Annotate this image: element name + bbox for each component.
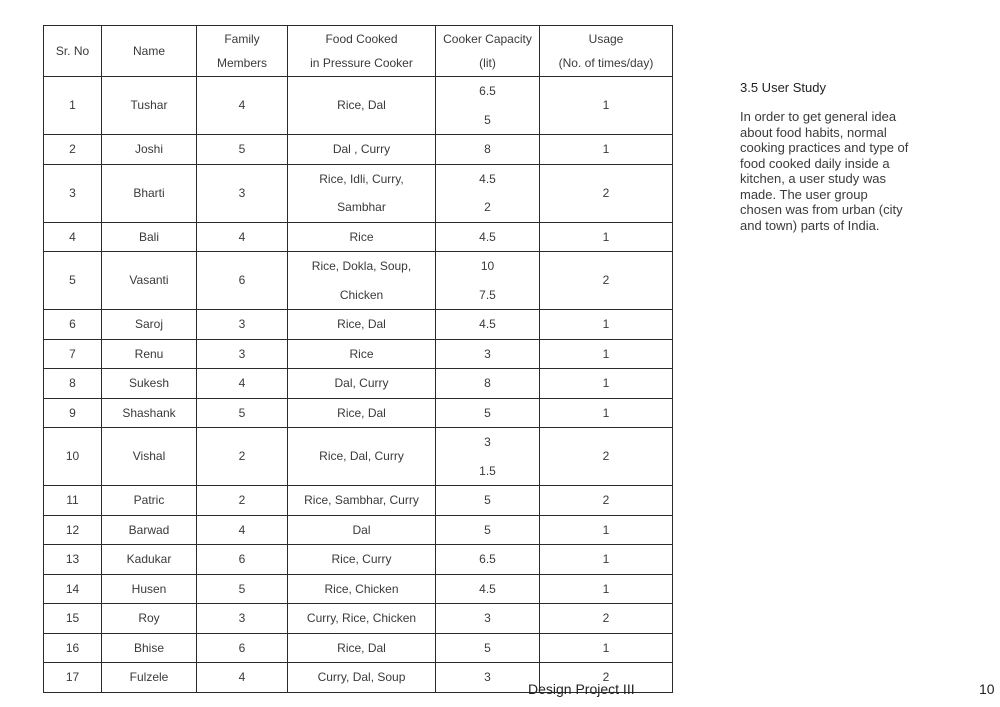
- sr-no-cell: 1: [44, 77, 102, 135]
- food-cooked-cell: [288, 574, 436, 604]
- name-cell: Fulzele: [102, 663, 197, 693]
- food-cooked-cell-line: Rice, Idli, Curry,: [319, 171, 404, 186]
- family-members-cell: 4: [197, 77, 288, 135]
- table-row: [44, 604, 673, 634]
- cooker-capacity-cell-line: 4.5: [479, 229, 496, 244]
- table-row: [44, 135, 673, 165]
- table-row: [44, 222, 673, 252]
- food-cooked-cell: [288, 164, 436, 222]
- cooker-capacity-cell-line: 3: [484, 611, 491, 625]
- cooker-capacity-cell-line: 6.5: [479, 84, 496, 98]
- sr-no-cell: 4: [44, 222, 102, 252]
- name-cell: Kadukar: [102, 545, 197, 575]
- cooker-capacity-cell: [436, 515, 540, 545]
- food-cooked-cell: [288, 339, 436, 369]
- food-cooked-cell: [288, 310, 436, 340]
- table-header: [44, 26, 673, 77]
- column-header: [436, 26, 540, 77]
- cooker-capacity-cell-line: 4.5: [479, 581, 496, 596]
- sr-no-cell: 15: [44, 604, 102, 634]
- column-header: [288, 26, 436, 77]
- food-cooked-cell-line: Rice, Sambhar, Curry: [304, 493, 419, 507]
- sr-no-cell: 8: [44, 369, 102, 399]
- food-cooked-cell-line: Dal, Curry: [334, 376, 389, 390]
- family-members-cell: 6: [197, 252, 288, 310]
- food-cooked-cell-line: Sambhar: [337, 200, 386, 214]
- food-cooked-cell-line: Chicken: [339, 287, 384, 302]
- usage-cell: 1: [540, 135, 673, 165]
- sr-no-cell: 5: [44, 252, 102, 310]
- name-cell: Shashank: [102, 398, 197, 428]
- food-cooked-cell: [288, 663, 436, 693]
- sr-no-cell: 17: [44, 663, 102, 693]
- family-members-cell: 3: [197, 604, 288, 634]
- food-cooked-cell: [288, 545, 436, 575]
- column-header-line: Members: [216, 56, 267, 70]
- usage-cell: 2: [540, 663, 673, 693]
- header-row: [44, 26, 673, 77]
- food-cooked-cell: [288, 398, 436, 428]
- table-row: [44, 310, 673, 340]
- food-cooked-cell: [288, 515, 436, 545]
- name-cell: Roy: [102, 604, 197, 634]
- cooker-capacity-cell: [436, 486, 540, 516]
- usage-cell: 2: [540, 252, 673, 310]
- cooker-capacity-cell-line: 8: [484, 376, 491, 390]
- sr-no-cell: 9: [44, 398, 102, 428]
- cooker-capacity-cell: [436, 633, 540, 663]
- cooker-capacity-cell: [436, 398, 540, 428]
- cooker-capacity-cell: [436, 164, 540, 222]
- usage-cell: 1: [540, 339, 673, 369]
- family-members-cell: 6: [197, 545, 288, 575]
- sr-no-cell: 11: [44, 486, 102, 516]
- family-members-cell: 4: [197, 369, 288, 399]
- food-cooked-cell-line: Curry, Rice, Chicken: [306, 611, 417, 625]
- table-row: [44, 398, 673, 428]
- column-header: Sr. No: [44, 26, 102, 77]
- table-body: [44, 77, 673, 693]
- usage-cell: 1: [540, 369, 673, 399]
- cooker-capacity-cell: [436, 604, 540, 634]
- cooker-capacity-cell: [436, 310, 540, 340]
- cooker-capacity-cell-line: 3: [484, 670, 491, 684]
- name-cell: Sukesh: [102, 369, 197, 399]
- food-cooked-cell-line: Rice: [349, 346, 374, 361]
- cooker-capacity-cell: [436, 545, 540, 575]
- food-cooked-cell-line: Dal: [352, 522, 371, 537]
- food-cooked-cell: [288, 633, 436, 663]
- sr-no-cell: 10: [44, 428, 102, 486]
- family-members-cell: 5: [197, 574, 288, 604]
- cooker-capacity-cell-line: 2: [484, 200, 491, 214]
- column-header-line: Family: [224, 32, 260, 46]
- column-header: Name: [102, 26, 197, 77]
- column-header: [197, 26, 288, 77]
- cooker-capacity-cell-line: 3: [484, 346, 491, 361]
- table-row: [44, 164, 673, 222]
- usage-cell: 1: [540, 398, 673, 428]
- family-members-cell: 3: [197, 310, 288, 340]
- sr-no-cell: 3: [44, 164, 102, 222]
- column-header-line: Cooker Capacity: [443, 32, 532, 46]
- usage-cell: 1: [540, 574, 673, 604]
- column-header-line: Food Cooked: [325, 32, 398, 46]
- cooker-capacity-cell-line: 10: [480, 259, 495, 273]
- food-cooked-cell-line: Rice, Dal: [337, 317, 386, 331]
- usage-cell: 1: [540, 310, 673, 340]
- name-cell: Bharti: [102, 164, 197, 222]
- name-cell: Bhise: [102, 633, 197, 663]
- food-cooked-cell: [288, 135, 436, 165]
- food-cooked-cell-line: Rice, Dokla, Soup,: [311, 259, 412, 273]
- usage-cell: 1: [540, 545, 673, 575]
- family-members-cell: 4: [197, 515, 288, 545]
- name-cell: Renu: [102, 339, 197, 369]
- sr-no-cell: 13: [44, 545, 102, 575]
- cooker-capacity-cell: [436, 663, 540, 693]
- sr-no-cell: 2: [44, 135, 102, 165]
- name-cell: Barwad: [102, 515, 197, 545]
- family-members-cell: 2: [197, 428, 288, 486]
- name-cell: Bali: [102, 222, 197, 252]
- cooker-capacity-cell: [436, 428, 540, 486]
- cooker-capacity-cell-line: 5: [484, 112, 491, 127]
- food-cooked-cell-line: Rice, Dal: [337, 640, 386, 655]
- family-members-cell: 6: [197, 633, 288, 663]
- food-cooked-cell: [288, 428, 436, 486]
- column-header: [540, 26, 673, 77]
- cooker-capacity-cell-line: 5: [484, 493, 491, 507]
- family-members-cell: 4: [197, 663, 288, 693]
- page-number: 10: [979, 681, 995, 697]
- usage-cell: 2: [540, 486, 673, 516]
- family-members-cell: 4: [197, 222, 288, 252]
- name-cell: Patric: [102, 486, 197, 516]
- cooker-capacity-cell-line: 5: [484, 405, 491, 420]
- family-members-cell: 3: [197, 339, 288, 369]
- cooker-capacity-cell-line: 8: [484, 142, 491, 156]
- usage-cell: 1: [540, 633, 673, 663]
- sr-no-cell: 6: [44, 310, 102, 340]
- table-row: [44, 515, 673, 545]
- usage-cell: 2: [540, 164, 673, 222]
- food-cooked-cell: [288, 486, 436, 516]
- table-row: [44, 369, 673, 399]
- food-cooked-cell-line: Rice, Chicken: [324, 581, 399, 596]
- food-cooked-cell-line: Rice, Dal: [337, 405, 386, 420]
- user-study-table: [43, 25, 673, 693]
- sr-no-cell: 16: [44, 633, 102, 663]
- family-members-cell: 3: [197, 164, 288, 222]
- name-cell: Vishal: [102, 428, 197, 486]
- usage-cell: 2: [540, 604, 673, 634]
- table-row: [44, 574, 673, 604]
- section-body: In order to get general idea about food habits, normal cooking practices and type of food cooked daily inside a kitchen, a user study was made. The user group chosen was from urban (city and town) parts of India.: [740, 109, 909, 233]
- usage-cell: 1: [540, 515, 673, 545]
- cooker-capacity-cell-line: 7.5: [479, 287, 496, 302]
- food-cooked-cell: [288, 252, 436, 310]
- name-cell: Tushar: [102, 77, 197, 135]
- family-members-cell: 5: [197, 135, 288, 165]
- cooker-capacity-cell: [436, 222, 540, 252]
- table-row: [44, 252, 673, 310]
- table-row: [44, 428, 673, 486]
- food-cooked-cell: [288, 369, 436, 399]
- usage-cell: 2: [540, 428, 673, 486]
- table-row: [44, 77, 673, 135]
- food-cooked-cell-line: Dal , Curry: [332, 142, 391, 156]
- sr-no-cell: 7: [44, 339, 102, 369]
- name-cell: Joshi: [102, 135, 197, 165]
- table-row: [44, 633, 673, 663]
- cooker-capacity-cell: [436, 574, 540, 604]
- cooker-capacity-cell-line: 4.5: [479, 171, 496, 186]
- food-cooked-cell-line: Curry, Dal, Soup: [317, 670, 406, 684]
- name-cell: Husen: [102, 574, 197, 604]
- cooker-capacity-cell: [436, 135, 540, 165]
- cooker-capacity-cell-line: 1.5: [479, 463, 496, 478]
- food-cooked-cell: [288, 604, 436, 634]
- food-cooked-cell-line: Rice, Curry: [331, 552, 392, 566]
- user-study-section: [740, 80, 910, 233]
- family-members-cell: 2: [197, 486, 288, 516]
- food-cooked-cell-line: Rice: [349, 229, 374, 244]
- table-row: [44, 339, 673, 369]
- sr-no-cell: 14: [44, 574, 102, 604]
- cooker-capacity-cell: [436, 77, 540, 135]
- cooker-capacity-cell-line: 6.5: [479, 552, 496, 566]
- usage-cell: 1: [540, 77, 673, 135]
- table-row: [44, 486, 673, 516]
- table-row: [44, 545, 673, 575]
- footer-title: Design Project III: [528, 681, 635, 697]
- cooker-capacity-cell: [436, 252, 540, 310]
- column-header-line: (No. of times/day): [558, 56, 654, 70]
- column-header-line: in Pressure Cooker: [310, 56, 413, 70]
- cooker-capacity-cell-line: 3: [484, 435, 491, 449]
- food-cooked-cell-line: Rice, Dal, Curry: [319, 449, 404, 464]
- cooker-capacity-cell: [436, 339, 540, 369]
- family-members-cell: 5: [197, 398, 288, 428]
- section-title: 3.5 User Study: [740, 80, 826, 95]
- column-header-line: (lit): [479, 56, 496, 70]
- food-cooked-cell: [288, 77, 436, 135]
- cooker-capacity-cell: [436, 369, 540, 399]
- food-cooked-cell: [288, 222, 436, 252]
- cooker-capacity-cell-line: 5: [484, 522, 491, 537]
- usage-cell: 1: [540, 222, 673, 252]
- name-cell: Vasanti: [102, 252, 197, 310]
- name-cell: Saroj: [102, 310, 197, 340]
- cooker-capacity-cell-line: 4.5: [479, 317, 496, 331]
- cooker-capacity-cell-line: 5: [484, 640, 491, 655]
- column-header-line: Usage: [588, 32, 624, 46]
- food-cooked-cell-line: Rice, Dal: [337, 98, 386, 113]
- sr-no-cell: 12: [44, 515, 102, 545]
